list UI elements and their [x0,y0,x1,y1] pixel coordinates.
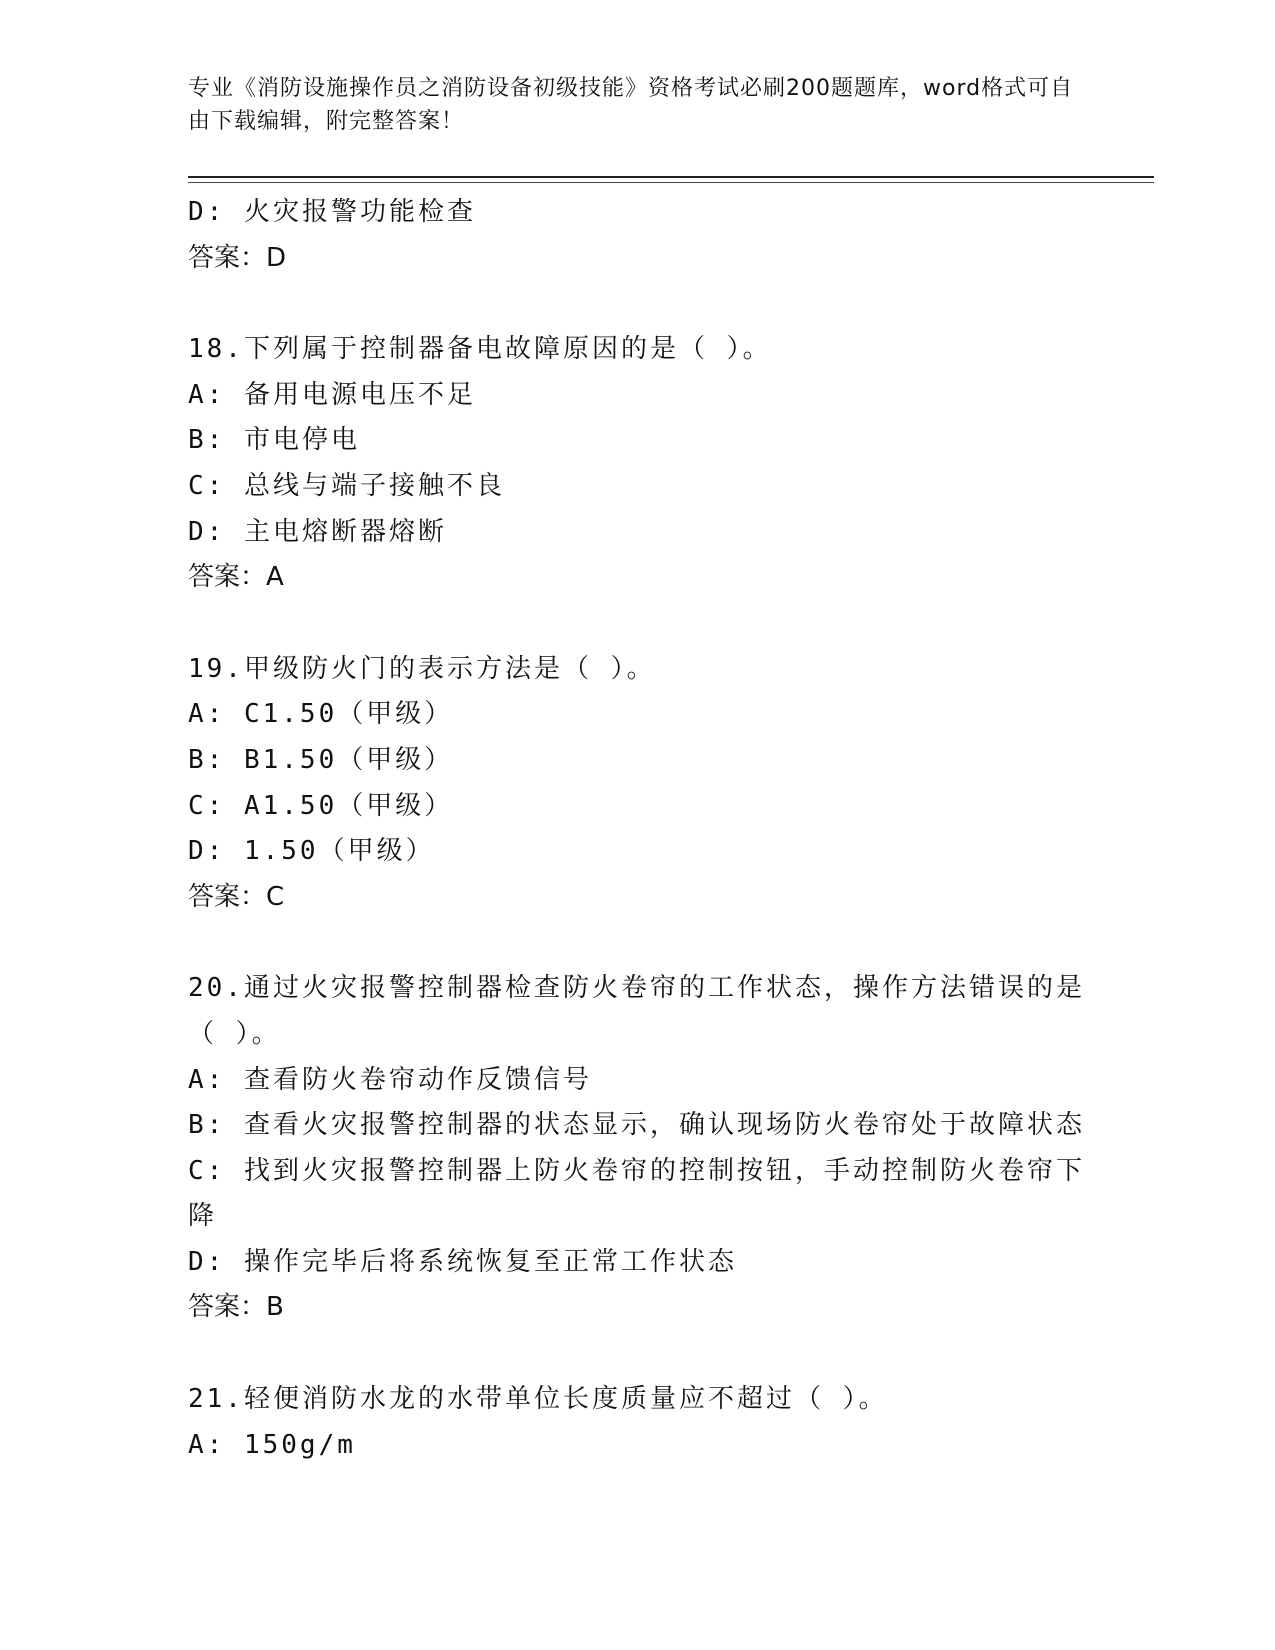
answer: 答案：B [188,1292,284,1323]
option-c: C: 总线与端子接触不良 [188,470,505,501]
option-a: A: 备用电源电压不足 [188,379,476,410]
prev-answer: 答案：D [188,242,287,273]
question-list [188,190,1088,1468]
question-21 [188,1377,1088,1468]
question-stem: 19.甲级防火门的表示方法是（ ）。 [188,653,656,684]
option-b: B: 查看火灾报警控制器的状态显示，确认现场防火卷帘处于故障状态 [188,1110,1085,1141]
header-rule-thin [188,182,1154,183]
spacer [188,601,1088,647]
spacer [188,920,1088,966]
question-18 [188,327,1088,601]
question-stem: 20.通过火灾报警控制器检查防火卷帘的工作状态，操作方法错误的是（ ）。 [188,973,1085,1049]
option-b: B: B1.50（甲级） [188,744,454,775]
option-d: D: 主电熔断器熔断 [188,516,447,547]
option-d: D: 操作完毕后将系统恢复至正常工作状态 [188,1246,737,1277]
option-b: B: 市电停电 [188,425,360,456]
question-20 [188,966,1088,1331]
option-d: D: 1.50（甲级） [188,836,435,867]
spacer [188,1331,1088,1377]
question-19 [188,647,1088,921]
answer: 答案：C [188,881,285,912]
option-a: A: C1.50（甲级） [188,699,454,730]
question-stem: 18.下列属于控制器备电故障原因的是（ ）。 [188,334,772,365]
answer: 答案：A [188,562,284,593]
option-c: C: A1.50（甲级） [188,790,454,821]
option-a: A: 150g/m [188,1429,356,1460]
header-rule-thick [188,176,1154,178]
option-a: A: 查看防火卷帘动作反馈信号 [188,1064,592,1095]
spacer [188,281,1088,327]
option-c: C: 找到火灾报警控制器上防火卷帘的控制按钮，手动控制防火卷帘下降 [188,1155,1085,1232]
prev-option-d: D: 火灾报警功能检查 [188,197,476,227]
document-header: 专业《消防设施操作员之消防设备初级技能》资格考试必刷200题题库，word格式可自由下载编辑，附完整答案！ [188,76,1074,134]
question-stem: 21.轻便消防水龙的水带单位长度质量应不超过（ ）。 [188,1384,888,1415]
